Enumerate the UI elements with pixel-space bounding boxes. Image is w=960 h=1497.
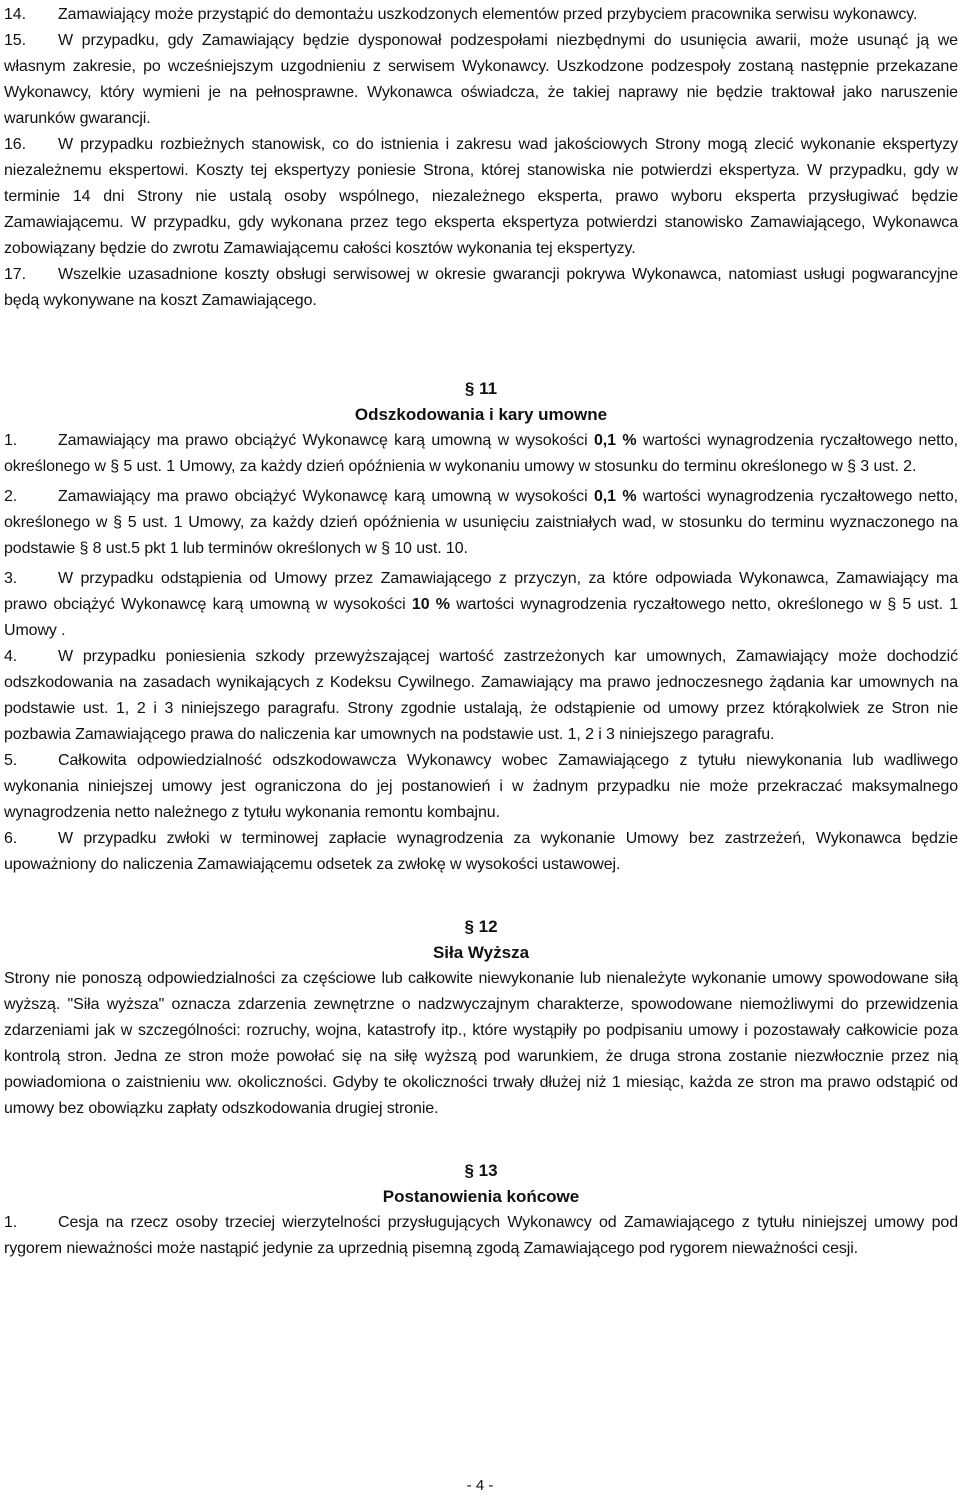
section-title: Postanowienia końcowe: [382, 1187, 580, 1206]
section-12: [4, 914, 958, 1122]
item-number: 1.: [4, 432, 18, 449]
section-11-item-1: [4, 428, 958, 480]
document-page: [4, 0, 958, 1262]
item-number: 1.: [4, 1214, 18, 1231]
section-11-item-4: [4, 644, 958, 748]
item-number: 5.: [4, 752, 18, 769]
item-text-bold: 10 %: [411, 596, 450, 613]
paragraph-number: 17.: [4, 266, 26, 283]
section-13-item-1: [4, 1210, 958, 1262]
paragraph-text: Zamawiający może przystąpić do demontażu uszkodzonych elementów przed przybyciem pracownika serwisu wykonawcy.: [58, 6, 918, 23]
paragraph-17: [4, 262, 958, 314]
section-11: [4, 376, 958, 878]
item-text: Całkowita odpowiedzialność odszkodowawcza Wykonawcy wobec Zamawiającego z tytułu niewykonania lub wadliwego wykonania niniejszej umowy jest ograniczona do jej postanowień i w żadnym przypadku nie może przekraczać maksymalnego wynagrodzenia netto należnego z tytułu wykonania remontu kombajnu.: [4, 752, 958, 821]
paragraph-number: 15.: [4, 32, 26, 49]
section-11-item-3: [4, 566, 958, 644]
paragraph-number: 14.: [4, 6, 26, 23]
paragraph-text: W przypadku, gdy Zamawiający będzie dysponował podzespołami niezbędnymi do usunięcia awarii, może usunąć ją we własnym zakresie, po wcześniejszym uzgodnieniu z serwisem Wykonawcy. Uszkodzone podzespoły zostaną następnie przekazane Wykonawcy, który wymieni je na pełnosprawne. Wykonawca oświadcza, że takiej naprawy nie będzie traktował jako naruszenie warunków gwarancji.: [4, 32, 958, 127]
paragraph-14: [4, 2, 958, 28]
section-number: § 11: [464, 379, 498, 398]
item-text: Cesja na rzecz osoby trzeciej wierzytelności przysługujących Wykonawcy od Zamawiającego z tytułu niniejszej umowy pod rygorem nieważności może nastąpić jedynie za uprzednią pisemną zgodą Zamawiającego pod rygorem nieważności cesji.: [4, 1214, 958, 1257]
paragraph-number: 16.: [4, 136, 26, 153]
item-text-post: wartości wynagrodzenia ryczałtowego netto, określonego w § 5 ust. 1 Umowy .: [4, 596, 959, 639]
section-number: § 13: [464, 1161, 498, 1180]
item-number: 6.: [4, 830, 18, 847]
section-11-item-6: [4, 826, 958, 878]
page-number: - 4 -: [466, 1477, 494, 1494]
item-text-post: wartości wynagrodzenia ryczałtowego netto, określonego w § 5 ust. 1 Umowy, za każdy dzień opóźnienia w usunięciu zaistniałych wad, w stosunku do terminu wyznaczonego na podstawie § 8 ust.5 pkt 1 lub terminów określonych w § 10 ust. 10.: [4, 488, 958, 557]
item-number: 2.: [4, 488, 18, 505]
item-text-bold: 0,1 %: [593, 432, 637, 449]
paragraph-15: [4, 28, 958, 132]
item-text-post: wartości wynagrodzenia ryczałtowego netto, określonego w § 5 ust. 1 Umowy, za każdy dzień opóźnienia w wykonaniu umowy w stosunku do terminu określonego w § 3 ust. 2.: [4, 432, 958, 475]
section-title: Siła Wyższa: [432, 943, 530, 962]
paragraph-text: Wszelkie uzasadnione koszty obsługi serwisowej w okresie gwarancji pokrywa Wykonawca, natomiast usługi pogwarancyjne będą wykonywane na koszt Zamawiającego.: [4, 266, 958, 309]
item-text-pre: Zamawiający ma prawo obciążyć Wykonawcę karą umowną w wysokości: [58, 488, 594, 505]
paragraph-text: W przypadku rozbieżnych stanowisk, co do istnienia i zakresu wad jakościowych Strony mogą zlecić wykonanie ekspertyzy niezależnemu ekspertowi. Koszty tej ekspertyzy poniesie Strona, której stanowiska nie potwierdzi ekspertyza. W przypadku, gdy w terminie 14 dni Strony nie ustalą osoby wspólnego, niezależnego eksperta, prawo wyboru eksperta przysługiwać będzie Zamawiającemu. W przypadku, gdy wykonana przez tego eksperta ekspertyza potwierdzi stanowisko Zamawiającego, Wykonawca zobowiązany będzie do zwrotu Zamawiającemu całości kosztów wykonania tej ekspertyzy.: [4, 136, 958, 257]
item-text: W przypadku poniesienia szkody przewyższającej wartość zastrzeżonych kar umownych, Zamawiający może dochodzić odszkodowania na zasadach wynikających z Kodeksu Cywilnego. Zamawiający ma prawo jednoczesnego żądania kar umownych na podstawie ust. 1, 2 i 3 niniejszego paragrafu. Strony zgodnie ustalają, że odstąpienie od umowy przez którąkolwiek ze Stron nie pozbawia Zamawiającego prawa do naliczenia kar umownych na podstawie ust. 1, 2 i 3 niniejszego paragrafu.: [4, 648, 958, 743]
item-text: W przypadku zwłoki w terminowej zapłacie wynagrodzenia za wykonanie Umowy bez zastrzeżeń, Wykonawca będzie upoważniony do naliczenia Zamawiającemu odsetek za zwłokę w wysokości ustawowej.: [4, 830, 958, 873]
item-text-bold: 0,1 %: [593, 488, 637, 505]
section-title: Odszkodowania i kary umowne: [354, 405, 608, 424]
paragraph-16: [4, 132, 958, 262]
section-number: § 12: [464, 917, 498, 936]
item-number: 4.: [4, 648, 18, 665]
section-13: [4, 1158, 958, 1262]
section-12-text: Strony nie ponoszą odpowiedzialności za częściowe lub całkowite niewykonanie lub nienależyte wykonanie umowy spowodowane siłą wyższą. "Siła wyższa" oznacza zdarzenia zewnętrzne o nadzwyczajnym charakterze, spowodowane niemożliwymi do przewidzenia zdarzeniami jak w szczególności: rozruchy, wojna, katastrofy itp., które wystąpiły po podpisaniu umowy i pozostawały całkowicie poza kontrolą stron. Jedna ze stron może powołać się na siłę wyższą pod warunkiem, że druga strona zostanie niezwłocznie przez nią powiadomiona o zaistnieniu ww. okoliczności. Gdyby te okoliczności trwały dłużej niż 1 miesiąc, każda ze stron ma prawo odstąpić od umowy bez obowiązku zapłaty odszkodowania drugiej stronie.: [4, 970, 958, 1117]
top-paragraphs: [4, 0, 958, 314]
section-11-item-5: [4, 748, 958, 826]
item-text-pre: W przypadku odstąpienia od Umowy przez Zamawiającego z przyczyn, za które odpowiada Wykonawca, Zamawiający ma prawo obciążyć Wykonawcę karą umowną w wysokości: [4, 570, 958, 613]
item-number: 3.: [4, 570, 18, 587]
section-11-item-2: [4, 484, 958, 562]
item-text-pre: Zamawiający ma prawo obciążyć Wykonawcę karą umowną w wysokości: [58, 432, 594, 449]
